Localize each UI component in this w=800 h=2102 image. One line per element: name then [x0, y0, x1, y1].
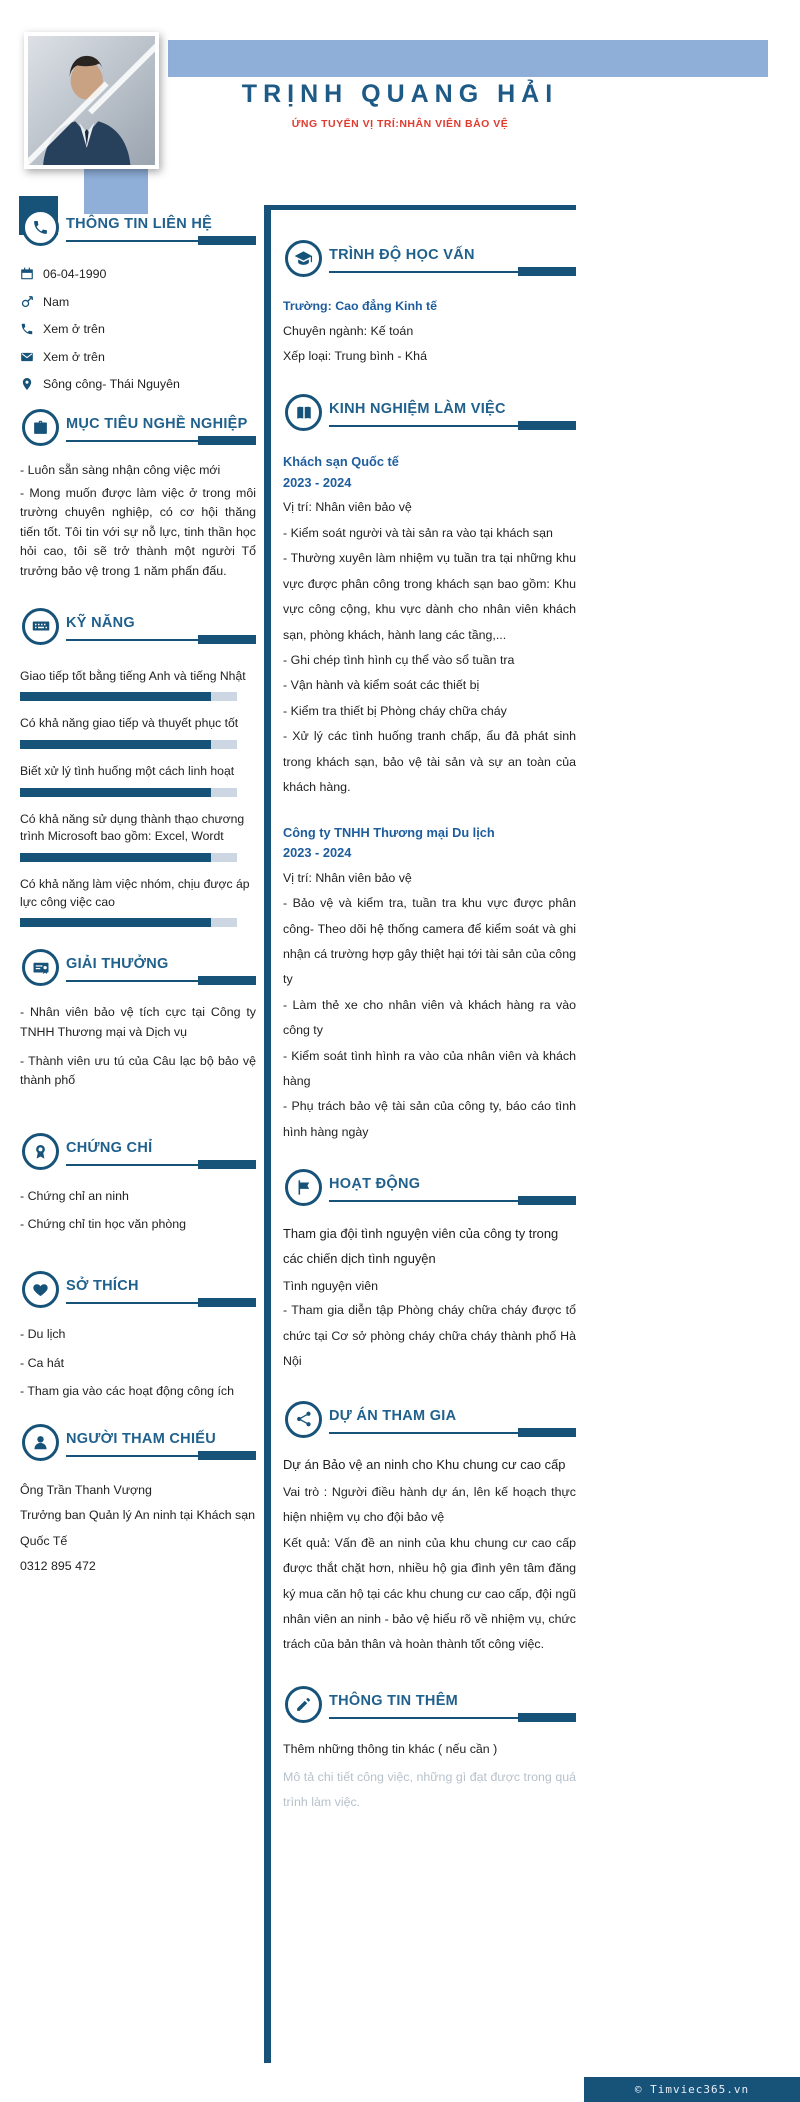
contact-item-phone	[20, 322, 256, 336]
job-duty: - Thường xuyên làm nhiệm vụ tuần tra tại những khu vực được phân công trong khách sạn bao gồm: Khu vực công cộng, khu vực dành cho nhân viên khách sạn, phòng khách, hành lang các tầng,...	[283, 551, 576, 642]
section-underline	[66, 976, 256, 985]
section-underline	[66, 1160, 256, 1169]
job-company: Công ty TNHH Thương mại Du lịch	[283, 824, 495, 840]
skill-bar	[20, 918, 237, 927]
section-underline	[66, 1451, 256, 1460]
reference-phone: 0312 895 472	[20, 1558, 96, 1573]
section-title-references: NGƯỜI THAM CHIẾU	[66, 1430, 217, 1447]
section-title-awards: GIẢI THƯỞNG	[66, 956, 169, 973]
profile-photo-image	[28, 36, 155, 165]
hobby-item: - Ca hát	[20, 1355, 65, 1370]
skill-bar	[20, 740, 237, 749]
section-title-contact: THÔNG TIN LIÊN HỆ	[66, 216, 213, 232]
section-underline	[66, 436, 256, 445]
additional-note: Thêm những thông tin khác ( nếu cần )	[283, 1741, 498, 1756]
education-school: Trường: Cao đẳng Kinh tế	[283, 299, 438, 313]
skill-bar	[20, 788, 237, 797]
right-column	[271, 205, 576, 2063]
job-duty: - Vận hành và kiểm soát các thiết bị	[283, 678, 480, 693]
heart-icon	[22, 1271, 59, 1308]
section-underline	[66, 1298, 256, 1307]
section-contact	[20, 209, 256, 391]
job-duty: - Kiểm soát người và tài sản ra vào tại khách sạn	[283, 525, 553, 540]
medal-icon	[22, 1133, 59, 1170]
hobby-item: - Du lịch	[20, 1326, 66, 1341]
job-period: 2023 - 2024	[283, 845, 352, 861]
project-name: Dự án Bảo vệ an ninh cho Khu chung cư cao cấp	[283, 1456, 566, 1472]
section-skills	[20, 608, 256, 928]
project-result: Kết quả: Vấn đề an ninh của khu chung cư cao cấp được thắt chặt hơn, nhiều hộ gia đình yên tâm đăng ký mua căn hộ tại các khu chung cư cao cấp, đội ngũ nhân viên an ninh - bảo vệ hiểu rõ về nhiệm vụ, chức trách của bản thân và hoàn thành tốt công việc.	[283, 1535, 576, 1652]
skill-item	[20, 811, 256, 862]
email-icon	[20, 350, 43, 364]
job-duty: - Làm thẻ xe cho nhân viên và khách hàng ra vào công ty	[283, 997, 576, 1038]
skill-label: Biết xử lý tình huống một cách linh hoạt	[20, 763, 235, 778]
section-underline	[329, 1196, 576, 1205]
education-grade: Xếp loại: Trung bình - Khá	[283, 348, 427, 363]
graduation-cap-icon	[285, 240, 322, 277]
award-item: - Thành viên ưu tú của Câu lạc bộ bảo vệ thành phố	[20, 1053, 256, 1088]
skill-bar-fill	[20, 918, 211, 927]
skill-item	[20, 668, 256, 702]
candidate-name: TRỊNH QUANG HẢI	[241, 80, 559, 108]
skill-label: Có khả năng làm việc nhóm, chịu được áp lực công việc cao	[20, 877, 250, 909]
section-underline	[329, 421, 576, 430]
skill-label: Có khả năng giao tiếp và thuyết phục tốt	[20, 716, 239, 731]
contact-item-email	[20, 350, 256, 364]
section-title-projects: DỰ ÁN THAM GIA	[329, 1407, 457, 1424]
section-references	[20, 1424, 256, 1580]
center-divider	[264, 205, 271, 2063]
job-duty: - Ghi chép tình hình cụ thể vào sổ tuần tra	[283, 653, 515, 668]
section-underline	[329, 1428, 576, 1437]
profile-photo	[24, 32, 159, 169]
gender-icon	[20, 295, 43, 309]
job-duty: - Kiểm soát tình hình ra vào của nhân viên và khách hàng	[283, 1048, 576, 1089]
objective-paragraph: - Mong muốn được làm việc ở trong môi trường chuyên nghiệp, có cơ hội thăng tiến tốt. Tôi tin với sự nỗ lực, tinh thần học hỏi cao, tôi sẽ trở thành một người Tổ trưởng bảo vệ trong 1 năm phấn đấu.	[20, 485, 256, 578]
job-entry	[283, 823, 576, 1146]
section-underline	[329, 267, 576, 276]
skill-label: Giao tiếp tốt bằng tiếng Anh và tiếng Nhật	[20, 668, 246, 683]
contact-address-value: Sông công- Thái Nguyên	[43, 377, 180, 391]
section-title-hobbies: SỞ THÍCH	[66, 1277, 139, 1294]
activity-role: Tình nguyện viên	[283, 1278, 379, 1293]
contact-gender-value: Nam	[43, 294, 70, 309]
watermark-text: © Timviec365.vn	[634, 2083, 750, 2096]
watermark-bar	[584, 2077, 800, 2102]
section-objective	[20, 409, 256, 582]
calendar-icon	[20, 267, 43, 281]
book-icon	[285, 394, 322, 431]
job-position: Vị trí: Nhân viên bảo vệ	[283, 500, 412, 515]
contact-email-value: Xem ở trên	[43, 349, 105, 364]
skill-label: Có khả năng sử dụng thành thạo chương trình Microsoft bao gồm: Excel, Wordt	[20, 811, 245, 844]
section-title-objective: MỤC TIÊU NGHỀ NGHIỆP	[66, 416, 248, 432]
activity-detail: - Tham gia diễn tập Phòng cháy chữa cháy được tổ chức tại Cơ sở phòng cháy chữa cháy thành phố Hà Nội	[283, 1303, 576, 1369]
left-column	[20, 205, 264, 2063]
additional-placeholder: Mô tả chi tiết công việc, những gì đạt được trong quá trình làm việc.	[283, 1770, 576, 1810]
section-title-skills: KỸ NĂNG	[66, 614, 135, 631]
contact-item-birthday	[20, 267, 256, 281]
briefcase-icon	[22, 409, 59, 446]
section-experience	[283, 394, 576, 1145]
certificate-item: - Chứng chỉ an ninh	[20, 1188, 129, 1203]
section-underline	[329, 1713, 576, 1722]
header-blue-bar	[168, 40, 768, 77]
skill-bar-fill	[20, 740, 211, 749]
skill-bar	[20, 853, 237, 862]
job-period: 2023 - 2024	[283, 474, 352, 490]
section-underline	[66, 236, 256, 245]
reference-name: Ông Trần Thanh Vượng	[20, 1482, 152, 1497]
skill-item	[20, 715, 256, 749]
section-awards	[20, 949, 256, 1090]
hobby-item: - Tham gia vào các hoạt động công ích	[20, 1384, 234, 1399]
skill-bar-fill	[20, 692, 211, 701]
certificate-item: - Chứng chỉ tin học văn phòng	[20, 1217, 187, 1232]
section-title-activities: HOẠT ĐỘNG	[329, 1176, 421, 1193]
job-duty: - Phụ trách bảo vệ tài sản của công ty, báo cáo tình hình hàng ngày	[283, 1099, 576, 1139]
location-icon	[20, 377, 43, 391]
pencil-icon	[285, 1686, 322, 1723]
job-duty: - Kiểm tra thiết bị Phòng cháy chữa cháy	[283, 703, 507, 718]
skill-bar-fill	[20, 853, 211, 862]
activity-intro: Tham gia đội tình nguyện viên của công ty trong các chiến dịch tình nguyện	[283, 1226, 559, 1267]
reference-role: Trưởng ban Quản lý An ninh tại Khách sạn Quốc Tế	[20, 1508, 256, 1548]
applied-position: ỨNG TUYỂN VỊ TRÍ:NHÂN VIÊN BẢO VỆ	[291, 118, 509, 130]
award-item: - Nhân viên bảo vệ tích cực tại Công ty TNHH Thương mại và Dịch vụ	[20, 1005, 256, 1039]
section-title-certificates: CHỨNG CHỈ	[66, 1139, 153, 1156]
network-icon	[285, 1401, 322, 1438]
person-icon	[22, 1424, 59, 1461]
skill-bar	[20, 692, 237, 701]
contact-phone-value: Xem ở trên	[43, 322, 105, 336]
section-certificates	[20, 1133, 256, 1235]
skill-item	[20, 763, 256, 797]
job-position: Vị trí: Nhân viên bảo vệ	[283, 870, 412, 885]
section-title-experience: KINH NGHIỆM LÀM VIỆC	[329, 401, 506, 418]
section-title-additional: THÔNG TIN THÊM	[329, 1692, 459, 1709]
project-role: Vai trò : Người điều hành dự án, lên kế hoạch thực hiện nhiệm vụ cho đội bảo vệ	[283, 1484, 576, 1525]
job-company: Khách sạn Quốc tế	[283, 454, 399, 470]
phone-circle-icon	[22, 209, 59, 246]
section-projects	[283, 1401, 576, 1658]
section-additional-info	[283, 1686, 576, 1815]
flag-icon	[285, 1169, 322, 1206]
education-major: Chuyên ngành: Kế toán	[283, 323, 414, 338]
job-duty: - Xử lý các tình huống tranh chấp, ẩu đả phát sinh trong khách sạn, bảo vệ tài sản và sự an toàn của khách hàng.	[283, 729, 576, 795]
keyboard-icon	[22, 608, 59, 645]
section-education	[283, 240, 576, 368]
job-duty: - Bảo vệ và kiểm tra, tuần tra khu vực được phân công- Theo dõi hệ thống camera để kiểm soát và ghi nhận cá trường hợp gây thiệt hại tới tài sản của công ty	[283, 896, 576, 987]
objective-paragraph: - Luôn sẵn sàng nhận công việc mới	[20, 463, 221, 477]
section-hobbies	[20, 1271, 256, 1402]
phone-icon	[20, 322, 43, 336]
skill-bar-fill	[20, 788, 211, 797]
contact-birthday-value: 06-04-1990	[43, 267, 107, 281]
contact-item-address	[20, 377, 256, 391]
skill-item	[20, 876, 256, 927]
section-title-education: TRÌNH ĐỘ HỌC VẤN	[329, 247, 475, 263]
contact-item-gender	[20, 295, 256, 309]
diploma-icon	[22, 949, 59, 986]
section-activities	[283, 1169, 576, 1374]
section-underline	[66, 635, 256, 644]
job-entry	[283, 452, 576, 800]
